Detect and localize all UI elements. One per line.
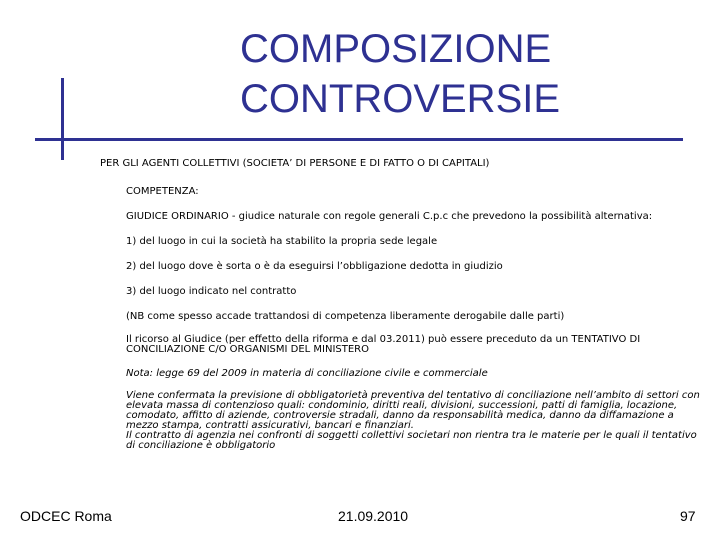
ordinary-judge-text: GIUDICE ORDINARIO - giudice naturale con regole generali C.p.c che prevedono la possibilità alternativa:	[126, 211, 653, 222]
slide-title	[240, 24, 700, 124]
competence-label: COMPETENZA:	[126, 186, 199, 197]
section-heading: PER GLI AGENTI COLLETTIVI (SOCIETA’ DI PERSONE E DI FATTO O DI CAPITALI)	[100, 158, 490, 169]
conciliation-paragraph: Il ricorso al Giudice (per effetto della riforma e dal 03.2011) può essere preceduto da un TENTATIVO DI CONCILIAZIONE C/O ORGANISMI DEL MINISTERO	[126, 334, 641, 355]
footer-organization: ODCEC Roma	[20, 508, 112, 524]
slide-body	[126, 186, 706, 451]
agency-contract-text: Il contratto di agenzia nei confronti di soggetti collettivi societari non rientra tra le materie per le quali il tentativo di conciliazione è obbligatorio	[126, 430, 697, 451]
decorative-vertical-rule	[61, 78, 64, 160]
mandatory-conciliation-text: Viene confermata la previsione di obbligatorietà preventiva del tentativo di conciliazione nell’ambito di settori con elevata massa di contenzioso quali: condominio, diritti reali, divisioni, successioni, patti di famiglia, locazione, comodato, affitto di aziende, controversie stradali, danno da responsabilità medica, danno da diffamazione a mezzo stampa, contratti assicurativi, bancari e finanziari.	[126, 390, 700, 431]
law-note: Nota: legge 69 del 2009 in materia di conciliazione civile e commerciale	[126, 368, 488, 379]
decorative-horizontal-rule	[35, 138, 683, 141]
option-2-text: 2) del luogo dove è sorta o è da eseguirsi l’obbligazione dedotta in giudizio	[126, 261, 503, 272]
footer-date: 21.09.2010	[338, 508, 409, 524]
nb-note: (NB come spesso accade trattandosi di competenza liberamente derogabile dalle parti)	[126, 311, 565, 322]
option-1-text: 1) del luogo in cui la società ha stabilito la propria sede legale	[126, 236, 438, 247]
footer-page-number: 97	[680, 508, 696, 524]
slide-title-line-1: COMPOSIZIONE	[240, 27, 552, 71]
slide-title-line-2: CONTROVERSIE	[240, 77, 561, 121]
option-3-text: 3) del luogo indicato nel contratto	[126, 286, 297, 297]
